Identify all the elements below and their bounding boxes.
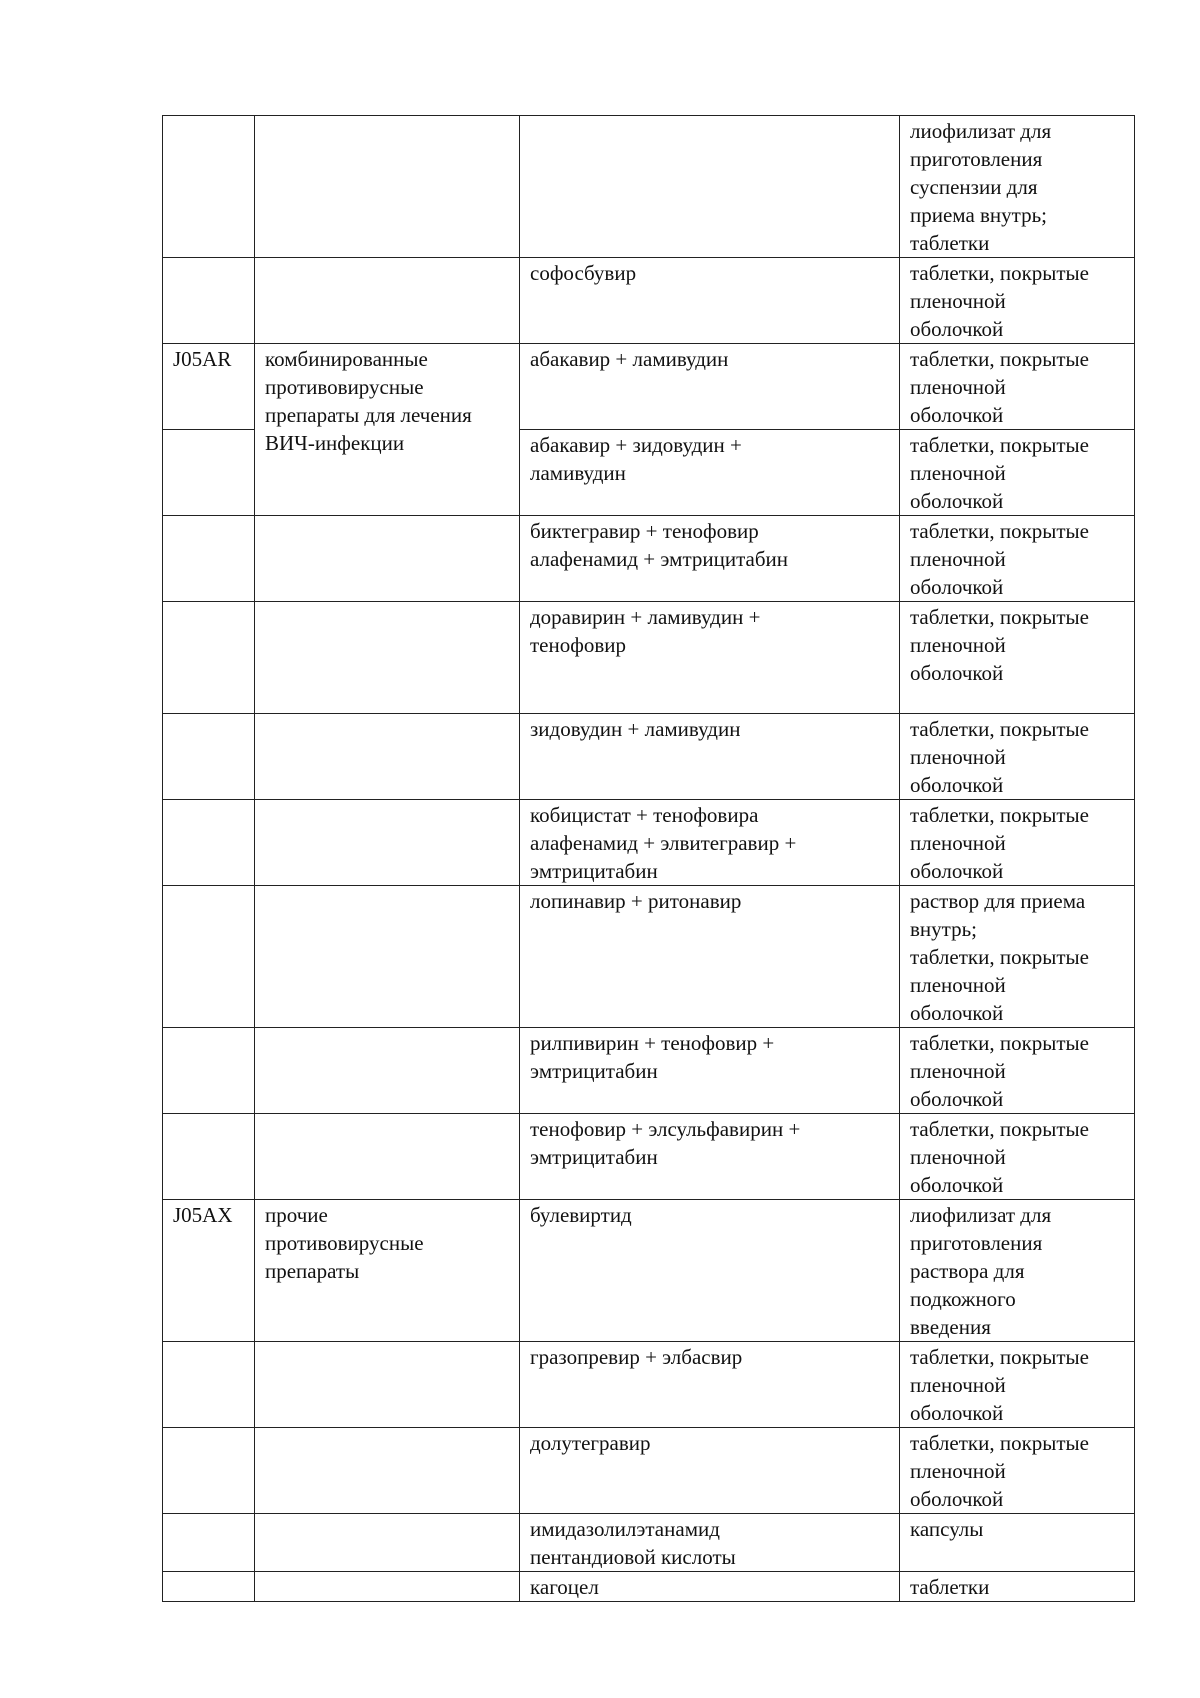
table-row xyxy=(163,1200,1135,1342)
atc-code-cell xyxy=(163,430,255,516)
group-cell xyxy=(255,116,520,258)
group-cell xyxy=(255,886,520,1028)
dosage-form-cell: раствор для приема внутрь; таблетки, покрытые пленочной оболочкой xyxy=(900,886,1135,1028)
atc-code-cell xyxy=(163,516,255,602)
atc-code-cell: J05AR xyxy=(163,344,255,430)
group-cell xyxy=(255,800,520,886)
atc-code-cell xyxy=(163,714,255,800)
table-row xyxy=(163,1514,1135,1572)
table-row xyxy=(163,714,1135,800)
drug-cell: кагоцел xyxy=(520,1572,900,1602)
table-row xyxy=(163,1342,1135,1428)
atc-code-cell xyxy=(163,1028,255,1114)
atc-code-cell xyxy=(163,800,255,886)
group-cell xyxy=(255,258,520,344)
dosage-form-cell: таблетки, покрытые пленочной оболочкой xyxy=(900,714,1135,800)
dosage-form-cell: таблетки, покрытые пленочной оболочкой xyxy=(900,344,1135,430)
atc-code-cell xyxy=(163,1572,255,1602)
drug-table xyxy=(162,115,1135,1602)
group-cell: комбинированные противовирусные препараты для лечения ВИЧ-инфекции xyxy=(255,344,520,516)
drug-cell: лопинавир + ритонавир xyxy=(520,886,900,1028)
atc-code-cell xyxy=(163,602,255,714)
group-cell xyxy=(255,1342,520,1428)
drug-cell: зидовудин + ламивудин xyxy=(520,714,900,800)
atc-code-cell xyxy=(163,886,255,1028)
drug-cell: биктегравир + тенофовир алафенамид + эмтрицитабин xyxy=(520,516,900,602)
group-cell: прочие противовирусные препараты xyxy=(255,1200,520,1342)
group-cell xyxy=(255,602,520,714)
atc-code-cell xyxy=(163,1342,255,1428)
table-row xyxy=(163,800,1135,886)
drug-cell: доравирин + ламивудин + тенофовир xyxy=(520,602,900,714)
table-row xyxy=(163,886,1135,1028)
table-row xyxy=(163,1428,1135,1514)
drug-cell: рилпивирин + тенофовир + эмтрицитабин xyxy=(520,1028,900,1114)
dosage-form-cell: лиофилизат для приготовления суспензии для приема внутрь; таблетки xyxy=(900,116,1135,258)
drug-cell: гразопревир + элбасвир xyxy=(520,1342,900,1428)
table-row xyxy=(163,602,1135,714)
dosage-form-cell: таблетки, покрытые пленочной оболочкой xyxy=(900,516,1135,602)
dosage-form-cell: таблетки, покрытые пленочной оболочкой xyxy=(900,1114,1135,1200)
drug-cell: абакавир + зидовудин + ламивудин xyxy=(520,430,900,516)
dosage-form-cell: таблетки xyxy=(900,1572,1135,1602)
drug-cell: булевиртид xyxy=(520,1200,900,1342)
dosage-form-cell: таблетки, покрытые пленочной оболочкой xyxy=(900,1028,1135,1114)
dosage-form-cell: таблетки, покрытые пленочной оболочкой xyxy=(900,1428,1135,1514)
atc-code-cell xyxy=(163,1514,255,1572)
group-cell xyxy=(255,1028,520,1114)
dosage-form-cell: таблетки, покрытые пленочной оболочкой xyxy=(900,430,1135,516)
table-row xyxy=(163,258,1135,344)
drug-cell: кобицистат + тенофовира алафенамид + элвитегравир + эмтрицитабин xyxy=(520,800,900,886)
drug-cell: долутегравир xyxy=(520,1428,900,1514)
group-cell xyxy=(255,1428,520,1514)
drug-cell: имидазолилэтанамид пентандиовой кислоты xyxy=(520,1514,900,1572)
atc-code-cell: J05AX xyxy=(163,1200,255,1342)
table-row xyxy=(163,1114,1135,1200)
atc-code-cell xyxy=(163,1428,255,1514)
dosage-form-cell: капсулы xyxy=(900,1514,1135,1572)
group-cell xyxy=(255,1572,520,1602)
atc-code-cell xyxy=(163,1114,255,1200)
dosage-form-cell: таблетки, покрытые пленочной оболочкой xyxy=(900,1342,1135,1428)
drug-cell xyxy=(520,116,900,258)
table-row xyxy=(163,1572,1135,1602)
atc-code-cell xyxy=(163,258,255,344)
dosage-form-cell: лиофилизат для приготовления раствора для подкожного введения xyxy=(900,1200,1135,1342)
table-row xyxy=(163,516,1135,602)
table-row xyxy=(163,116,1135,258)
table-row xyxy=(163,344,1135,430)
group-cell xyxy=(255,1114,520,1200)
group-cell xyxy=(255,714,520,800)
dosage-form-cell: таблетки, покрытые пленочной оболочкой xyxy=(900,602,1135,714)
drug-cell: тенофовир + элсульфавирин + эмтрицитабин xyxy=(520,1114,900,1200)
drug-cell: софосбувир xyxy=(520,258,900,344)
dosage-form-cell: таблетки, покрытые пленочной оболочкой xyxy=(900,258,1135,344)
group-cell xyxy=(255,516,520,602)
atc-code-cell xyxy=(163,116,255,258)
group-cell xyxy=(255,1514,520,1572)
table-row xyxy=(163,1028,1135,1114)
drug-cell: абакавир + ламивудин xyxy=(520,344,900,430)
dosage-form-cell: таблетки, покрытые пленочной оболочкой xyxy=(900,800,1135,886)
